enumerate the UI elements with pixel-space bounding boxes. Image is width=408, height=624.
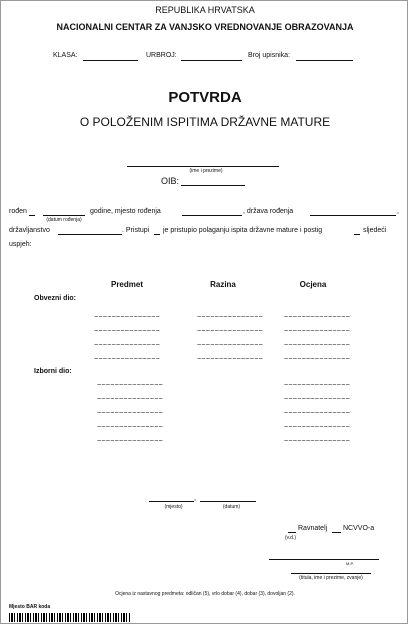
date-caption: (datum)	[222, 504, 241, 510]
birthplace-line	[182, 215, 242, 216]
level-placeholder: ~~~~~~~~~~~~~~~	[197, 342, 264, 350]
grade-placeholder: ~~~~~~~~~~~~~~~	[284, 356, 351, 364]
pristupio-suffix-line	[154, 234, 160, 235]
birth-date-line	[43, 215, 85, 216]
sljedeci-text: sljedeći	[363, 227, 387, 234]
signature-line	[269, 559, 379, 560]
director-prefix-line	[288, 532, 296, 533]
level-placeholder: ~~~~~~~~~~~~~~~	[197, 356, 264, 364]
klasa-line	[83, 60, 138, 61]
urbroj-label: URBROJ:	[146, 52, 177, 59]
urbroj-line	[181, 60, 242, 61]
subject-placeholder: ~~~~~~~~~~~~~~~	[94, 342, 161, 350]
grade-placeholder: ~~~~~~~~~~~~~~~	[284, 396, 351, 404]
uspjeh-text: uspjeh:	[9, 241, 32, 248]
klasa-label: KLASA:	[53, 52, 78, 59]
grade-placeholder: ~~~~~~~~~~~~~~~	[284, 410, 351, 418]
mandatory-section-label: Obvezni dio:	[34, 295, 76, 302]
subject-placeholder: ~~~~~~~~~~~~~~~	[97, 382, 164, 390]
column-header-grade: Ocjena	[299, 280, 327, 289]
subject-placeholder: ~~~~~~~~~~~~~~~	[94, 328, 161, 336]
center-title: NACIONALNI CENTAR ZA VANJSKO VREDNOVANJE OBRAZOVANJA	[56, 22, 354, 32]
postig-suffix-line	[354, 234, 360, 235]
oib-line	[181, 185, 245, 186]
subject-placeholder: ~~~~~~~~~~~~~~~	[97, 438, 164, 446]
rodjen-suffix-line	[29, 215, 35, 216]
grade-placeholder: ~~~~~~~~~~~~~~~	[284, 424, 351, 432]
column-header-level: Razina	[210, 280, 236, 289]
elective-section-label: Izborni dio:	[34, 368, 72, 375]
grade-placeholder: ~~~~~~~~~~~~~~~	[284, 382, 351, 390]
seal-mark: M.P.	[346, 561, 354, 566]
citizenship-line	[58, 234, 122, 235]
barcode-image	[9, 613, 131, 622]
signature-caption: (titula, ime i prezime, zvanje)	[299, 575, 363, 581]
rodjen-text: rođen	[9, 208, 27, 215]
grade-placeholder: ~~~~~~~~~~~~~~~	[284, 438, 351, 446]
title-line	[291, 573, 371, 574]
name-caption: (ime i prezime)	[189, 168, 223, 174]
level-placeholder: ~~~~~~~~~~~~~~~	[197, 328, 264, 336]
name-line	[127, 166, 279, 167]
place-date-comma: ,	[194, 495, 196, 502]
subject-placeholder: ~~~~~~~~~~~~~~~	[97, 396, 164, 404]
place-line	[149, 501, 194, 502]
subject-placeholder: ~~~~~~~~~~~~~~~	[97, 410, 164, 418]
pristupio-text: . Pristupi	[122, 227, 150, 234]
place-caption: (mjesto)	[164, 504, 183, 510]
subject-placeholder: ~~~~~~~~~~~~~~~	[94, 314, 161, 322]
grade-placeholder: ~~~~~~~~~~~~~~~	[284, 314, 351, 322]
birth-country-text: , država rođenja	[243, 208, 294, 215]
drzavljanstvo-text: državljanstvo	[9, 227, 50, 234]
comma-text: ,	[397, 208, 399, 215]
oib-label: OIB:	[161, 176, 180, 186]
subject-placeholder: ~~~~~~~~~~~~~~~	[97, 424, 164, 432]
broj-upisnika-label: Broj upisnika:	[248, 52, 291, 59]
column-header-subject: Predmet	[110, 280, 143, 289]
godine-text: godine, mjesto rođenja	[90, 208, 161, 215]
barcode-label: Mjesto BAR koda	[9, 604, 51, 610]
director-suffix-line	[332, 532, 341, 533]
grade-placeholder: ~~~~~~~~~~~~~~~	[284, 342, 351, 350]
document-subtitle: O POLOŽENIM ISPITIMA DRŽAVNE MATURE	[79, 115, 331, 129]
je-pristupio-text: je pristupio polaganju ispita državne mature i postig	[163, 227, 323, 234]
birth-date-caption: (datum rođenja)	[46, 217, 82, 223]
subject-placeholder: ~~~~~~~~~~~~~~~	[94, 356, 161, 364]
broj-upisnika-line	[296, 60, 353, 61]
level-placeholder: ~~~~~~~~~~~~~~~	[197, 314, 264, 322]
republic-title: REPUBLIKA HRVATSKA	[155, 5, 255, 15]
acting-caption: (v.d.)	[285, 535, 297, 541]
document-title: POTVRDA	[168, 89, 242, 106]
grade-placeholder: ~~~~~~~~~~~~~~~	[284, 328, 351, 336]
grades-note: Ocjena iz nastavnog predmeta: odličan (5), vrlo dobar (4), dobar (3), dovoljan (2).	[115, 591, 295, 597]
ncvvo-label: NCVVO-a	[343, 525, 375, 532]
director-label: Ravnatelj	[298, 525, 328, 532]
birth-country-line	[310, 215, 396, 216]
date-line	[200, 501, 256, 502]
